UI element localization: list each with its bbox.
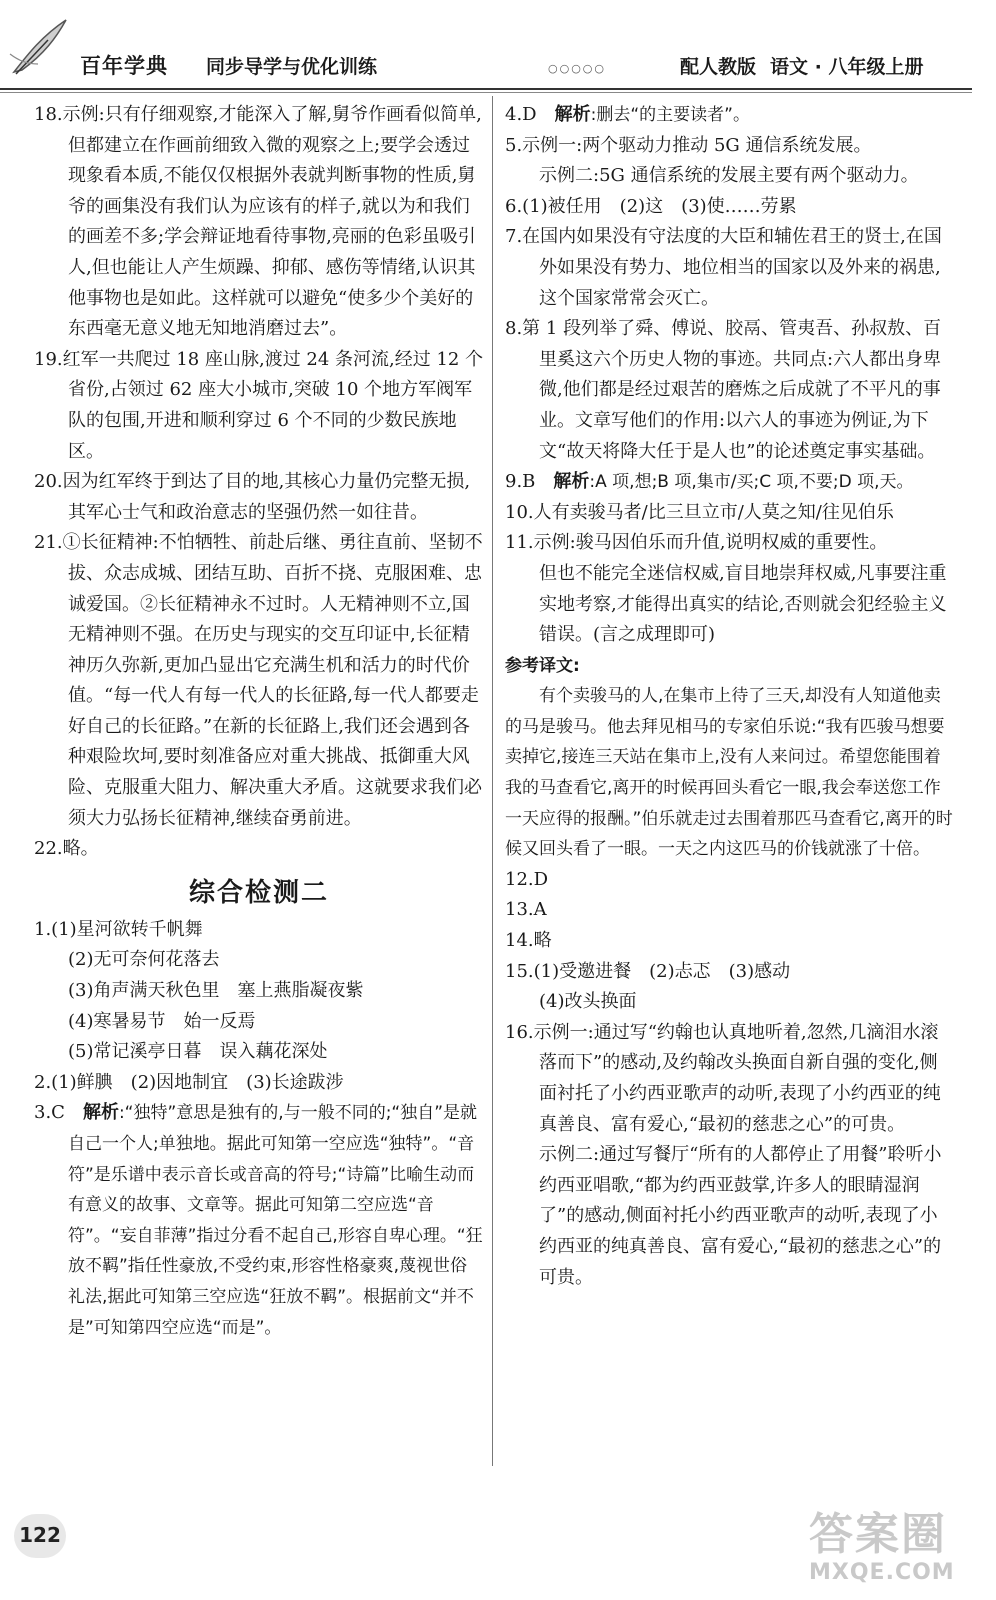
- quill-logo-icon: [8, 14, 72, 80]
- page-header: [0, 0, 996, 92]
- answer-1-5: (5)常记溪亭日暮 误入藕花深处: [68, 1041, 328, 1063]
- section-title: 综合检测二: [188, 877, 329, 908]
- column-divider: [492, 96, 493, 1466]
- answer-2: 2.(1)鲜腆 (2)因地制宜 (3)长途跋涉: [34, 1071, 344, 1093]
- answer-20: 20.因为红军终于到达了目的地,其核心力量仍完整无损,其军心士气和政治意志的坚强仍然一如往昔。: [34, 471, 471, 523]
- answer-5-1: 5.示例一:两个驱动力推动 5G 通信系统发展。: [505, 134, 872, 156]
- page-number: 122: [19, 1523, 61, 1547]
- answer-1-3: (3)角声满天秋色里 塞上燕脂凝夜紫: [68, 980, 364, 1002]
- answer-21: 21.①长征精神:不怕牺牲、前赴后继、勇往直前、坚韧不拔、众志成城、团结互助、百折不挠、克服困难、忠诚爱国。②长征精神永不过时。人无精神则不立,国无精神则不强。在历史与现实的交互印证中,长征精神历久弥新,更加凸显出它充满生机和活力的时代价值。“每一代人有每一代人的长征路,每一代人都要走好自己的长征路。”在新的长征路上,我们还会遇到各种艰险坎坷,要时刻准备应对重大挑战、抵御重大风险、克服重大阻力、解决重大矛盾。这就要求我们必须大力弘扬长征精神,继续奋勇前进。: [34, 532, 483, 829]
- edition-info: [680, 52, 923, 79]
- answer-12: 12.D: [505, 868, 549, 890]
- answer-11-2: 但也不能完全迷信权威,盲目地崇拜权威,凡事要注重实地考察,才能得出真实的结论,否则就会犯经验主义错误。(言之成理即可): [539, 562, 947, 646]
- answer-1-4: (4)寒暑易节 始一反焉: [68, 1010, 256, 1032]
- watermark-bottom: MXQE.COM: [809, 1560, 955, 1585]
- answer-19: 19.红军一共爬过 18 座山脉,渡过 24 条河流,经过 12 个省份,占领过 62 座大小城市,突破 10 个地方军阀军队的包围,开进和顺利穿过 6 个不同的少数民族地区。: [34, 348, 484, 462]
- answer-8: 8.第 1 段列举了舜、傅说、胶鬲、管夷吾、孙叔敖、百里奚这六个历史人物的事迹。共同点:六人都出身卑微,他们都是经过艰苦的磨炼之后成就了不平凡的事业。文章写他们的作用:以六人的事迹为例证,为下文“故天将降大任于是人也”的论述奠定事实基础。: [505, 318, 942, 462]
- header-rule: [0, 88, 972, 90]
- reference-label: [505, 651, 953, 682]
- reference-translation: 有个卖骏马的人,在集市上待了三天,却没有人知道他卖的马是骏马。他去拜见相马的专家伯乐说:“我有匹骏马想要卖掉它,接连三天站在集市上,没有人来问过。希望您能围着我的马查看它,离开的时候再回头看它一眼,我会奉送您工作一天应得的报酬。”伯乐就走过去围着那匹马查看它,离开的时候又回头看了一眼。一天之内这匹马的价钱就涨了十倍。: [505, 686, 953, 860]
- answer-3: [34, 1098, 484, 1343]
- reference-label-text: 参考译文:: [505, 655, 580, 676]
- right-column: [505, 100, 953, 1293]
- answer-22: 22.略。: [34, 838, 99, 860]
- edition-label: 配人教版: [680, 56, 757, 78]
- answer-11-1: 11.示例:骏马因伯乐而升值,说明权威的重要性。: [505, 532, 888, 554]
- answer-5-2: 示例二:5G 通信系统的发展主要有两个驱动力。: [539, 165, 919, 187]
- answer-15-2: (4)改头换面: [539, 991, 637, 1013]
- answer-6: 6.(1)被任用 (2)这 (3)使……劳累: [505, 195, 797, 217]
- answer-14: 14.略: [505, 930, 552, 952]
- answer-10: 10.人有卖骏马者/比三旦立市/人莫之知/往见伯乐: [505, 501, 894, 523]
- answer-15-1: 15.(1)受邀进餐 (2)忐忑 (3)感动: [505, 960, 791, 982]
- page-number-badge: [14, 1514, 66, 1558]
- brand-title: 百年学典: [80, 54, 168, 78]
- answer-1-1: 1.(1)星河欲转千帆舞: [34, 918, 203, 940]
- header-dots: ○○○○○: [548, 62, 606, 75]
- answer-9-label: 解析: [553, 471, 590, 493]
- answer-16-1: 16.示例一:通过写“约翰也认真地听着,忽然,几滴泪水滚落而下”的感动,及约翰改头换面自新自强的变化,侧面衬托了小约西亚歌声的动听,表现了小约西亚的纯真善良、富有爱心,“最初的慈悲之心”的可贵。: [505, 1021, 941, 1135]
- header-rule-thin: [0, 92, 972, 93]
- answer-3-choice: 3.C: [34, 1102, 83, 1124]
- answer-13: 13.A: [505, 899, 547, 921]
- answer-9: [505, 467, 953, 498]
- answer-9-choice: 9.B: [505, 471, 554, 493]
- watermark-top: 答案圈: [809, 1509, 947, 1560]
- answer-4-body: :删去“的主要读者”。: [590, 105, 750, 125]
- answer-4: [505, 100, 953, 131]
- answer-16-2: 示例二:通过写餐厅“所有的人都停止了用餐”聆听小约西亚唱歌,“都为约西亚鼓掌,许多人的眼睛湿润了”的感动,侧面衬托小约西亚歌声的动听,表现了小约西亚的纯真善良、富有爱心,“最初的慈悲之心”的可贵。: [539, 1144, 942, 1288]
- answer-3-body: :“独特”意思是独有的,与一般不同的;“独自”是就自己一个人;单独地。据此可知第一空应选“独特”。“音符”是乐谱中表示音长或音高的符号;“诗篇”比喻生动而有意义的故事、文章等。据此可知第二空应选“音符”。“妄自菲薄”指过分看不起自己,形容自卑心理。“狂放不羁”指任性豪放,不受约束,形容性格豪爽,蔑视世俗礼法,据此可知第三空应选“狂放不羁”。根据前文“并不是”可知第四空应选“而是”。: [68, 1103, 483, 1338]
- left-column: [34, 100, 484, 1343]
- answer-18: 18.示例:只有仔细观察,才能深入了解,舅爷作画看似简单,但都建立在作画前细致入微的观察之上;要学会透过现象看本质,不能仅仅根据外表就判断事物的性质,舅爷的画集没有我们认为应该有的样子,就以为和我们的画差不多;学会辩证地看待事物,亮丽的色彩虽吸引人,但也能让人产生烦躁、抑郁、感伤等情绪,认识其他事物也是如此。这样就可以避免“使多少个美好的东西毫无意义地无知地消磨过去”。: [34, 104, 482, 340]
- answer-4-label: 解析: [554, 104, 591, 125]
- series-title: 同步导学与优化训练: [206, 56, 378, 78]
- answer-3-label: 解析: [82, 1102, 119, 1124]
- answer-9-body: :A 项,想;B 项,集市/买;C 项,不要;D 项,天。: [589, 472, 914, 493]
- answer-4-choice: 4.D: [505, 104, 555, 125]
- answer-7: 7.在国内如果没有守法度的大臣和辅佐君王的贤士,在国外如果没有势力、地位相当的国家以及外来的祸患,这个国家常常会灭亡。: [505, 226, 942, 309]
- answer-1-2: (2)无可奈何花落去: [68, 949, 220, 971]
- subject-label: 语文 · 八年级上册: [770, 56, 924, 78]
- watermark: [805, 1498, 975, 1594]
